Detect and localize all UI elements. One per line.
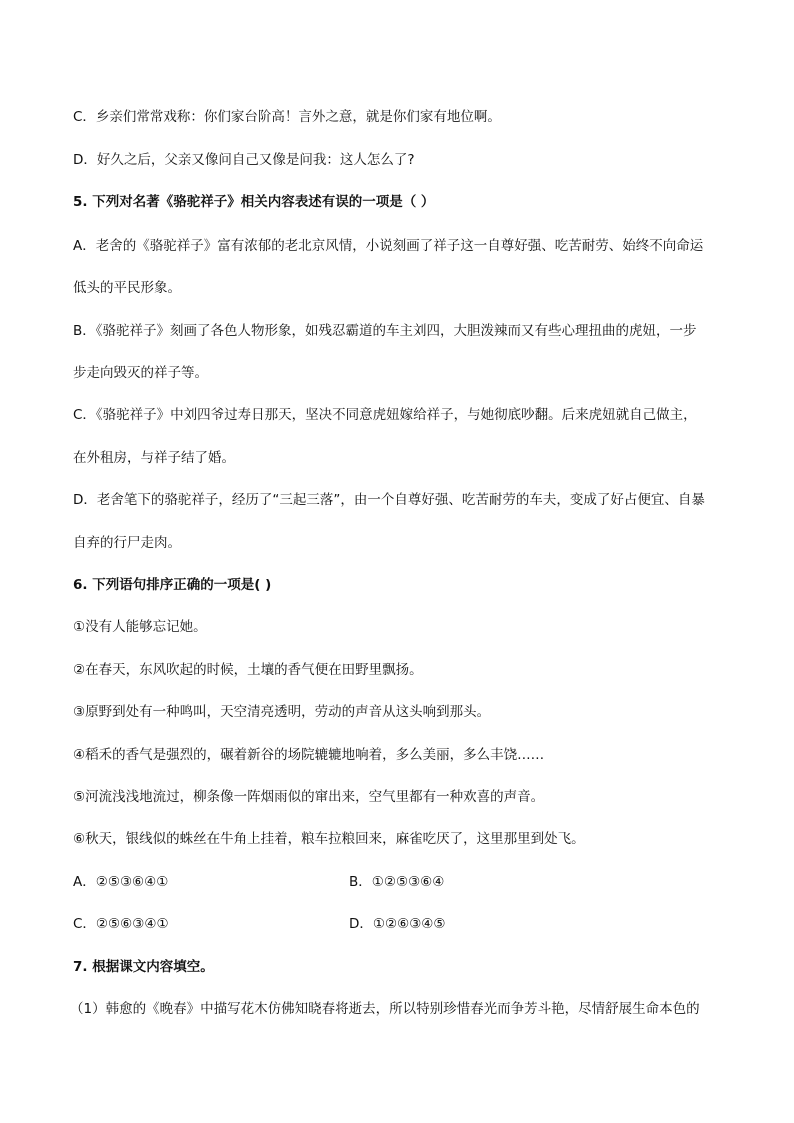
q5-option-d-line2: 自弃的行尸走肉。 <box>73 535 181 551</box>
q6-option-a: A．②⑤③⑥④① <box>73 874 169 890</box>
q6-sentence-1: ①没有人能够忘记她。 <box>73 619 207 635</box>
q5-option-b-line1: B．《骆驼祥子》刻画了各色人物形象，如残忍霸道的车主刘四，大胆泼辣而又有些心理扭曲的虎妞，一步 <box>73 323 697 339</box>
q7-item-1: （1）韩愈的《晚春》中描写花木仿佛知晓春将逝去，所以特别珍惜春光而争芳斗艳，尽情舒展生命本色的 <box>70 1001 700 1017</box>
q6-sentence-6: ⑥秋天，银线似的蛛丝在牛角上挂着，粮车拉粮回来，麻雀吃厌了，这里那里到处飞。 <box>73 831 585 847</box>
q5-stem: 5. 下列对名著《骆驼祥子》相关内容表述有误的一项是（ ） <box>73 194 435 210</box>
q6-option-c: C．②⑤⑥③④① <box>73 916 169 932</box>
q6-sentence-5: ⑤河流浅浅地流过，柳条像一阵烟雨似的窜出来，空气里都有一种欢喜的声音。 <box>73 789 545 805</box>
q7-stem: 7. 根据课文内容填空。 <box>73 959 214 975</box>
q5-option-a-line1: A．老舍的《骆驼祥子》富有浓郁的老北京风情，小说刻画了祥子这一自尊好强、吃苦耐劳、始终不向命运 <box>73 238 704 254</box>
q5-option-c-line2: 在外租房，与祥子结了婚。 <box>73 450 235 466</box>
q6-option-d: D．①②⑥③④⑤ <box>349 916 446 932</box>
q6-sentence-4: ④稻禾的香气是强烈的，碾着新谷的场院辘辘地响着，多么美丽，多么丰饶…… <box>73 747 545 763</box>
q6-sentence-2: ②在春天，东风吹起的时候，土壤的香气便在田野里飘扬。 <box>73 662 423 678</box>
q6-option-b: B．①②⑤③⑥④ <box>349 874 445 890</box>
q6-stem: 6. 下列语句排序正确的一项是( ) <box>73 577 272 593</box>
q5-option-a-line2: 低头的平民形象。 <box>73 280 181 296</box>
q6-sentence-3: ③原野到处有一种鸣叫，天空清亮透明，劳动的声音从这头响到那头。 <box>73 704 491 720</box>
q5-option-b-line2: 步走向毁灭的祥子等。 <box>73 365 208 381</box>
q5-option-d-line1: D．老舍笔下的骆驼祥子，经历了“三起三落”，由一个自尊好强、吃苦耐劳的车夫，变成了好占便宜、自暴 <box>73 492 705 508</box>
q4-option-d: D．好久之后，父亲又像问自己又像是问我：这人怎么了? <box>73 152 415 168</box>
q4-option-c: C．乡亲们常常戏称：你们家台阶高！言外之意，就是你们家有地位啊。 <box>73 109 501 125</box>
q5-option-c-line1: C．《骆驼祥子》中刘四爷过寿日那天，坚决不同意虎妞嫁给祥子，与她彻底吵翻。后来虎妞就自己做主， <box>73 407 697 423</box>
